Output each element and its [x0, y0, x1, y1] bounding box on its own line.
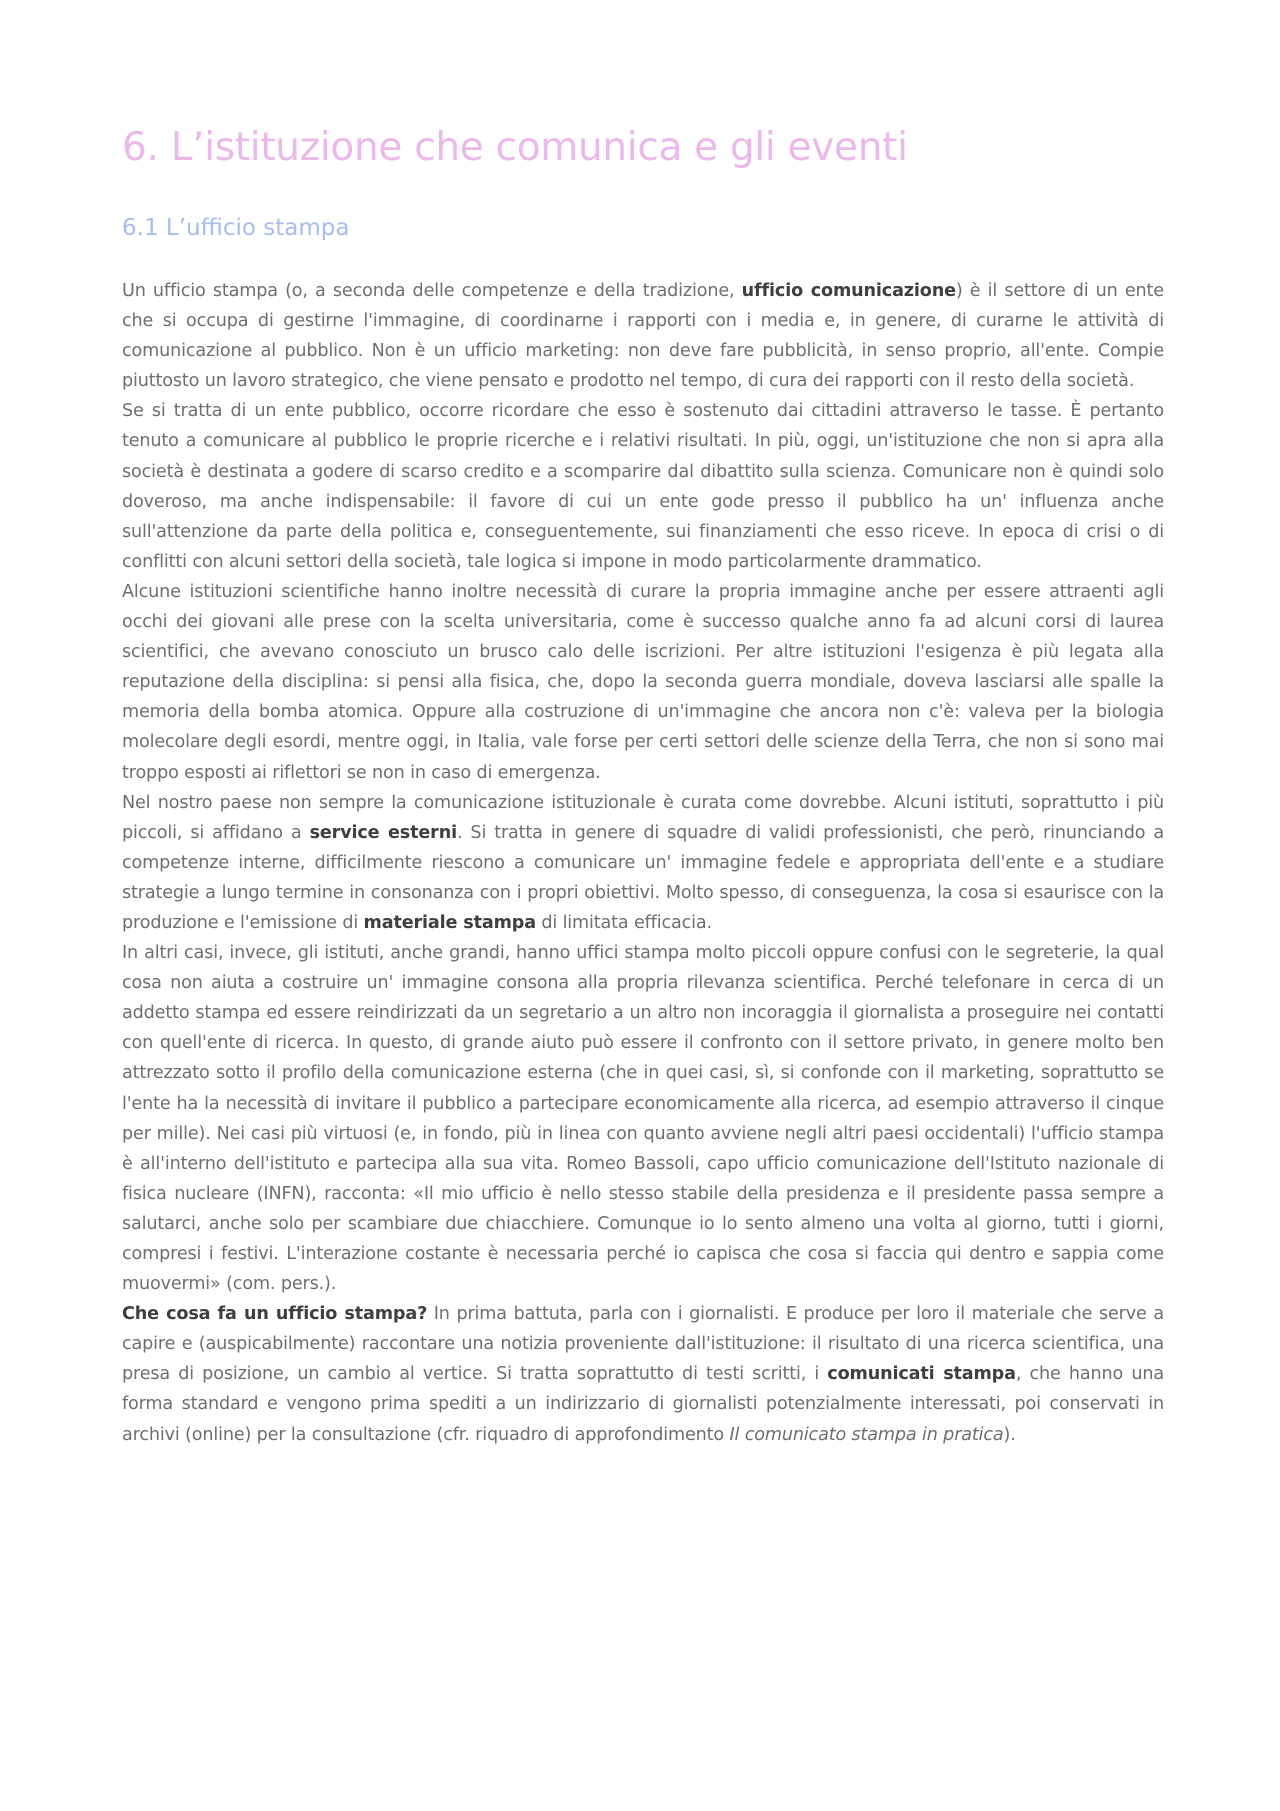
text-run: Se si tratta di un ente pubblico, occorre ricordare che esso è sostenuto dai cittadini attraverso le tasse. È pertanto tenuto a comunicare al pubblico le proprie ricerche e i relativi risultati. In più, oggi, un'istituzione che non si apra alla società è destinata a godere di scarso credito e a scomparire dal dibattito sulla scienza. Comunicare non è quindi solo doveroso, ma anche indispensabile: il favore di cui un ente gode presso il pubblico ha un' influenza anche sull'attenzione da parte della politica e, conseguentemente, sui finanziamenti che esso riceve. In epoca di crisi o di conflitti con alcuni settori della società, tale logica si impone in modo particolarmente drammatico. [122, 401, 1164, 572]
bold-question: Che cosa fa un ufficio stampa? [122, 1304, 428, 1325]
paragraph-what-it-does [122, 1299, 1164, 1449]
text-run: di limitata efficacia. [535, 912, 712, 933]
bold-term: materiale stampa [363, 912, 536, 933]
paragraph-public-entity [122, 396, 1164, 577]
text-run: Nel nostro paese non sempre la comunicazione istituzionale è curata come dovrebbe. Alcuni istituti, soprattutto i più piccoli, si affidano a [122, 792, 1164, 843]
text-run: ). [1003, 1424, 1016, 1445]
paragraph-image [122, 577, 1164, 788]
bold-term: ufficio comunicazione [741, 281, 956, 301]
italic-reference: Il comunicato stampa in pratica [729, 1424, 1004, 1445]
body-text [122, 276, 1164, 1450]
text-run: Alcune istituzioni scientifiche hanno inoltre necessità di curare la propria immagine anche per essere attraenti agli occhi dei giovani alle prese con la scelta universitaria, come è successo qualche anno fa ad alcuni corsi di laurea scientifici, che avevano conosciuto un brusco calo delle iscrizioni. Per altre istituzioni l'esigenza è più legata alla reputazione della disciplina: si pensi alla fisica, che, dopo la seconda guerra mondiale, doveva lasciarsi alle spalle la memoria della bomba atomica. Oppure alla costruzione di un'immagine che ancora non c'è: valeva per la biologia molecolare degli esordi, mentre oggi, in Italia, vale forse per certi settori delle scienze della Terra, che non si sono mai troppo esposti ai riflettori se non in caso di emergenza. [122, 581, 1164, 783]
chapter-title: 6. L’istituzione che comunica e gli eventi [122, 125, 908, 170]
paragraph-italy [122, 788, 1164, 938]
section-title: 6.1 L’ufficio stampa [122, 215, 350, 241]
text-run: Un ufficio stampa (o, a seconda delle competenze e della tradizione, [122, 281, 742, 301]
text-run: ) è il settore di un ente che si occupa di gestirne l'immagine, di coordinarne i rapporti con i media e, in genere, di curarne le attività di comunicazione al pubblico. Non è un ufficio marketing: non deve fare pubblicità, in senso proprio, all'ente. Compie piuttosto un lavoro strategico, che viene pensato e prodotto nel tempo, di cura dei rapporti con il resto della società. [122, 281, 1164, 392]
text-run: In prima battuta, parla con i giornalisti. E produce per loro il materiale che serve a capire e (auspicabilmente) raccontare una notizia proveniente dall'istituzione: il risultato di una ricerca scientifica, una presa di posizione, un cambio al vertice. Si tratta soprattutto di testi scritti, i [122, 1304, 1164, 1385]
bold-term: comunicati stampa [827, 1364, 1016, 1385]
paragraph-other-cases [122, 938, 1164, 1299]
text-run: , che hanno una forma standard e vengono prima spediti a un indirizzario di giornalisti potenzialmente interessati, poi conservati in archivi (online) per la consultazione (cfr. riquadro di approfondimento [122, 1364, 1164, 1445]
text-run: In altri casi, invece, gli istituti, anche grandi, hanno uffici stampa molto piccoli oppure confusi con le segreterie, la qual cosa non aiuta a costruire un' immagine consona alla propria rilevanza scientifica. Perché telefonare in cerca di un addetto stampa ed essere reindirizzati da un segretario a un altro non incoraggia il giornalista a proseguire nei contatti con quell'ente di ricerca. In questo, di grande aiuto può essere il confronto con il settore privato, in genere molto ben attrezzato sotto il profilo della comunicazione esterna (che in quei casi, sì, si confonde con il marketing, soprattutto se l'ente ha la necessità di invitare il pubblico a partecipare economicamente alla ricerca, ad esempio attraverso il cinque per mille). Nei casi più virtuosi (e, in fondo, più in linea con quanto avviene negli altri paesi occidentali) l'ufficio stampa è all'interno dell'istituto e partecipa alla sua vita. Romeo Bassoli, capo ufficio comunicazione dell'Istituto nazionale di fisica nucleare (INFN), racconta: «Il mio ufficio è nello stesso stabile della presidenza e il presidente passa sempre a salutarci, anche solo per scambiare due chiacchiere. Comunque io lo sento almeno una volta al giorno, tutti i giorni, compresi i festivi. L'interazione costante è necessaria perché io capisca che cosa si faccia qui dentro e sappia come muovermi» (com. pers.). [122, 943, 1164, 1295]
text-run: . Si tratta in genere di squadre di validi professionisti, che però, rinunciando a competenze interne, difficilmente riescono a comunicare un' immagine fedele e appropriata dell'ente e a studiare strategie a lungo termine in consonanza con i propri obiettivi. Molto spesso, di conseguenza, la cosa si esaurisce con la produzione e l'emissione di [122, 822, 1165, 933]
bold-term: service esterni [309, 822, 457, 843]
paragraph-definition [122, 276, 1164, 396]
